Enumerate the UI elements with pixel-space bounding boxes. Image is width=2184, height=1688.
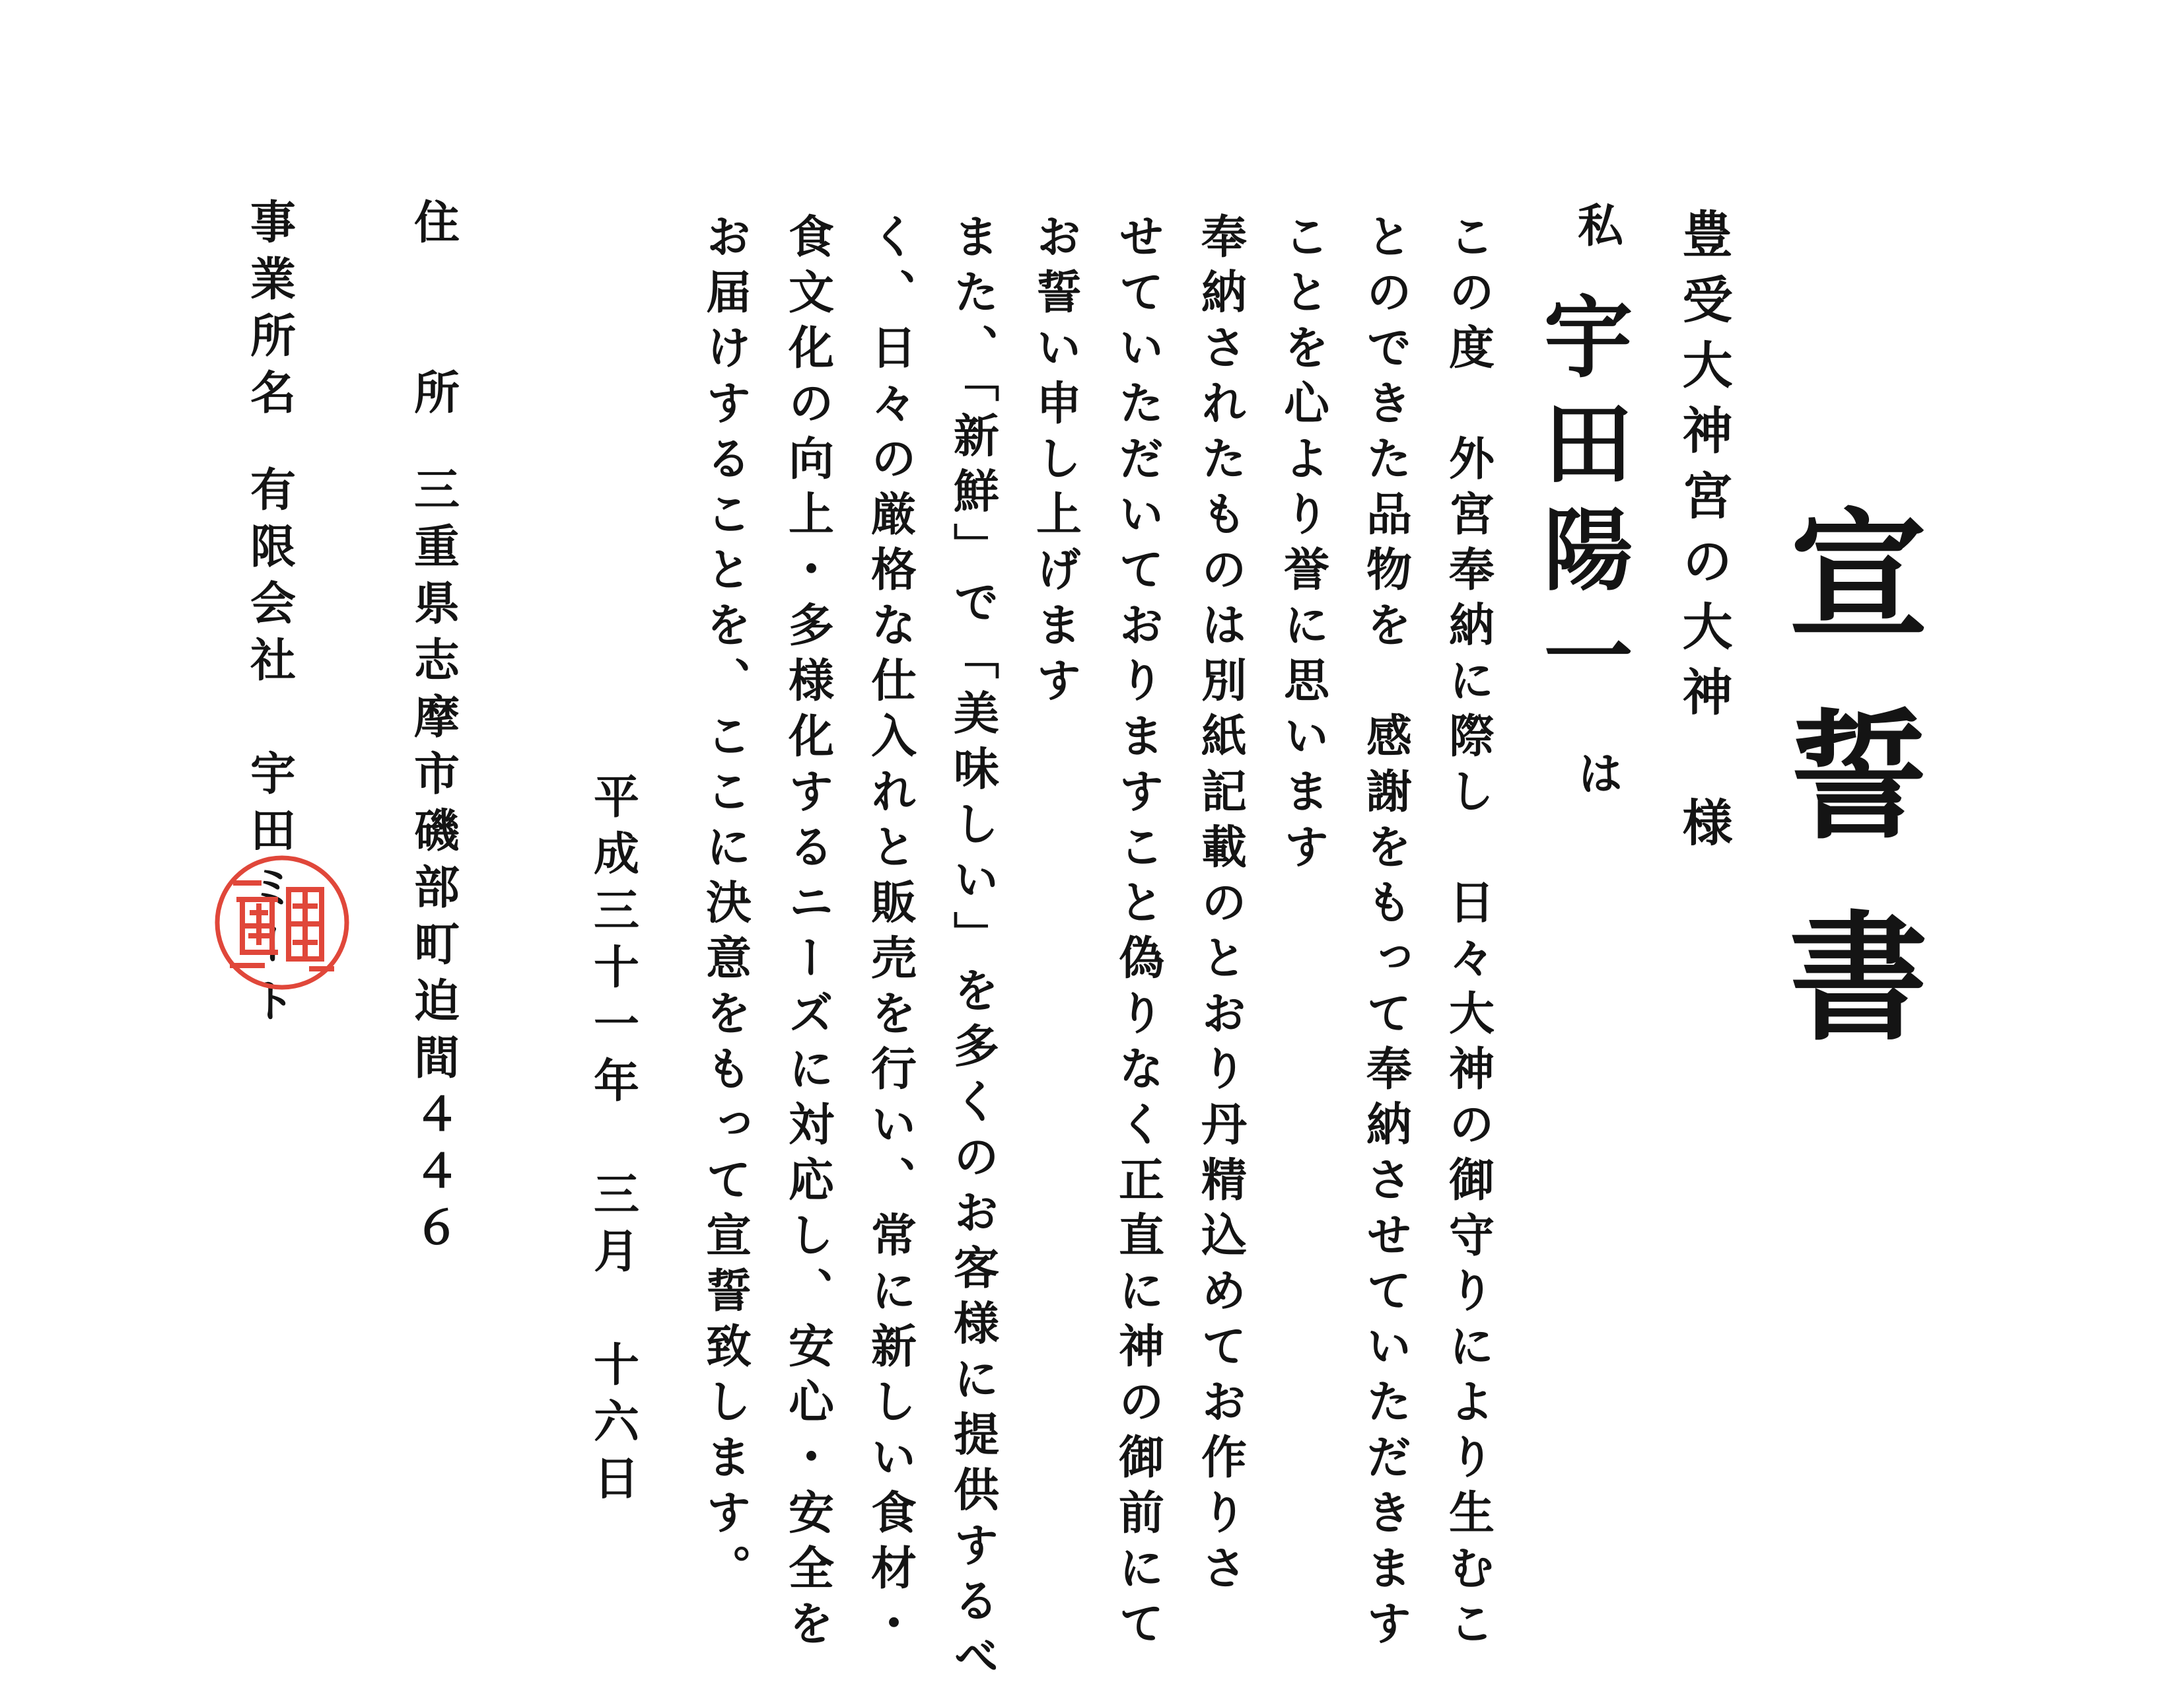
date: 平成三十一年 三月 十六日 bbox=[586, 773, 639, 1511]
body-line-1: この度 外宮奉納に際し 日々大神の御守りにより生むこ bbox=[1441, 213, 1495, 1655]
body-line-8: く、日々の厳格な仕入れと販売を行い、常に新しい食材・ bbox=[863, 213, 917, 1655]
body-line-4: 奉納されたものは別紙記載のとおり丹精込めてお作りさ bbox=[1193, 213, 1247, 1600]
address-value: 三重県志摩市磯部町迫間４４６ bbox=[406, 466, 460, 1261]
body-line-7: また、「新鮮」で「美味しい」を多くのお客様に提供するべ bbox=[946, 213, 999, 1688]
address-label: 住 所 bbox=[406, 198, 460, 425]
addressee: 豊受大神宮の大神 様 bbox=[1674, 208, 1733, 862]
company-seal bbox=[213, 853, 351, 992]
body-line-6: お誓い申し上げます bbox=[1028, 213, 1082, 712]
office-label: 事業所名 bbox=[242, 198, 296, 425]
office-value: 有限会社 宇田ミート bbox=[242, 466, 296, 1034]
document-title: 宣誓書 bbox=[1766, 502, 1929, 1106]
declarant-particle: は bbox=[1570, 750, 1623, 805]
body-line-10: お届けすることを、ここに決意をもって宣誓致します。 bbox=[698, 213, 752, 1600]
declarant-name: 宇田陽一 bbox=[1529, 291, 1634, 716]
body-line-5: せていただいておりますこと偽りなく正直に神の御前にて bbox=[1111, 213, 1164, 1655]
body-line-9: 食文化の向上・多様化するニーズに対応し、安心・安全を bbox=[781, 213, 834, 1655]
body-line-3: ことを心より誉に思います bbox=[1276, 213, 1329, 878]
declarant-prefix: 私 bbox=[1570, 201, 1623, 257]
body-line-2: とのできた品物を 感謝をもって奉納させていただきます bbox=[1358, 213, 1412, 1655]
